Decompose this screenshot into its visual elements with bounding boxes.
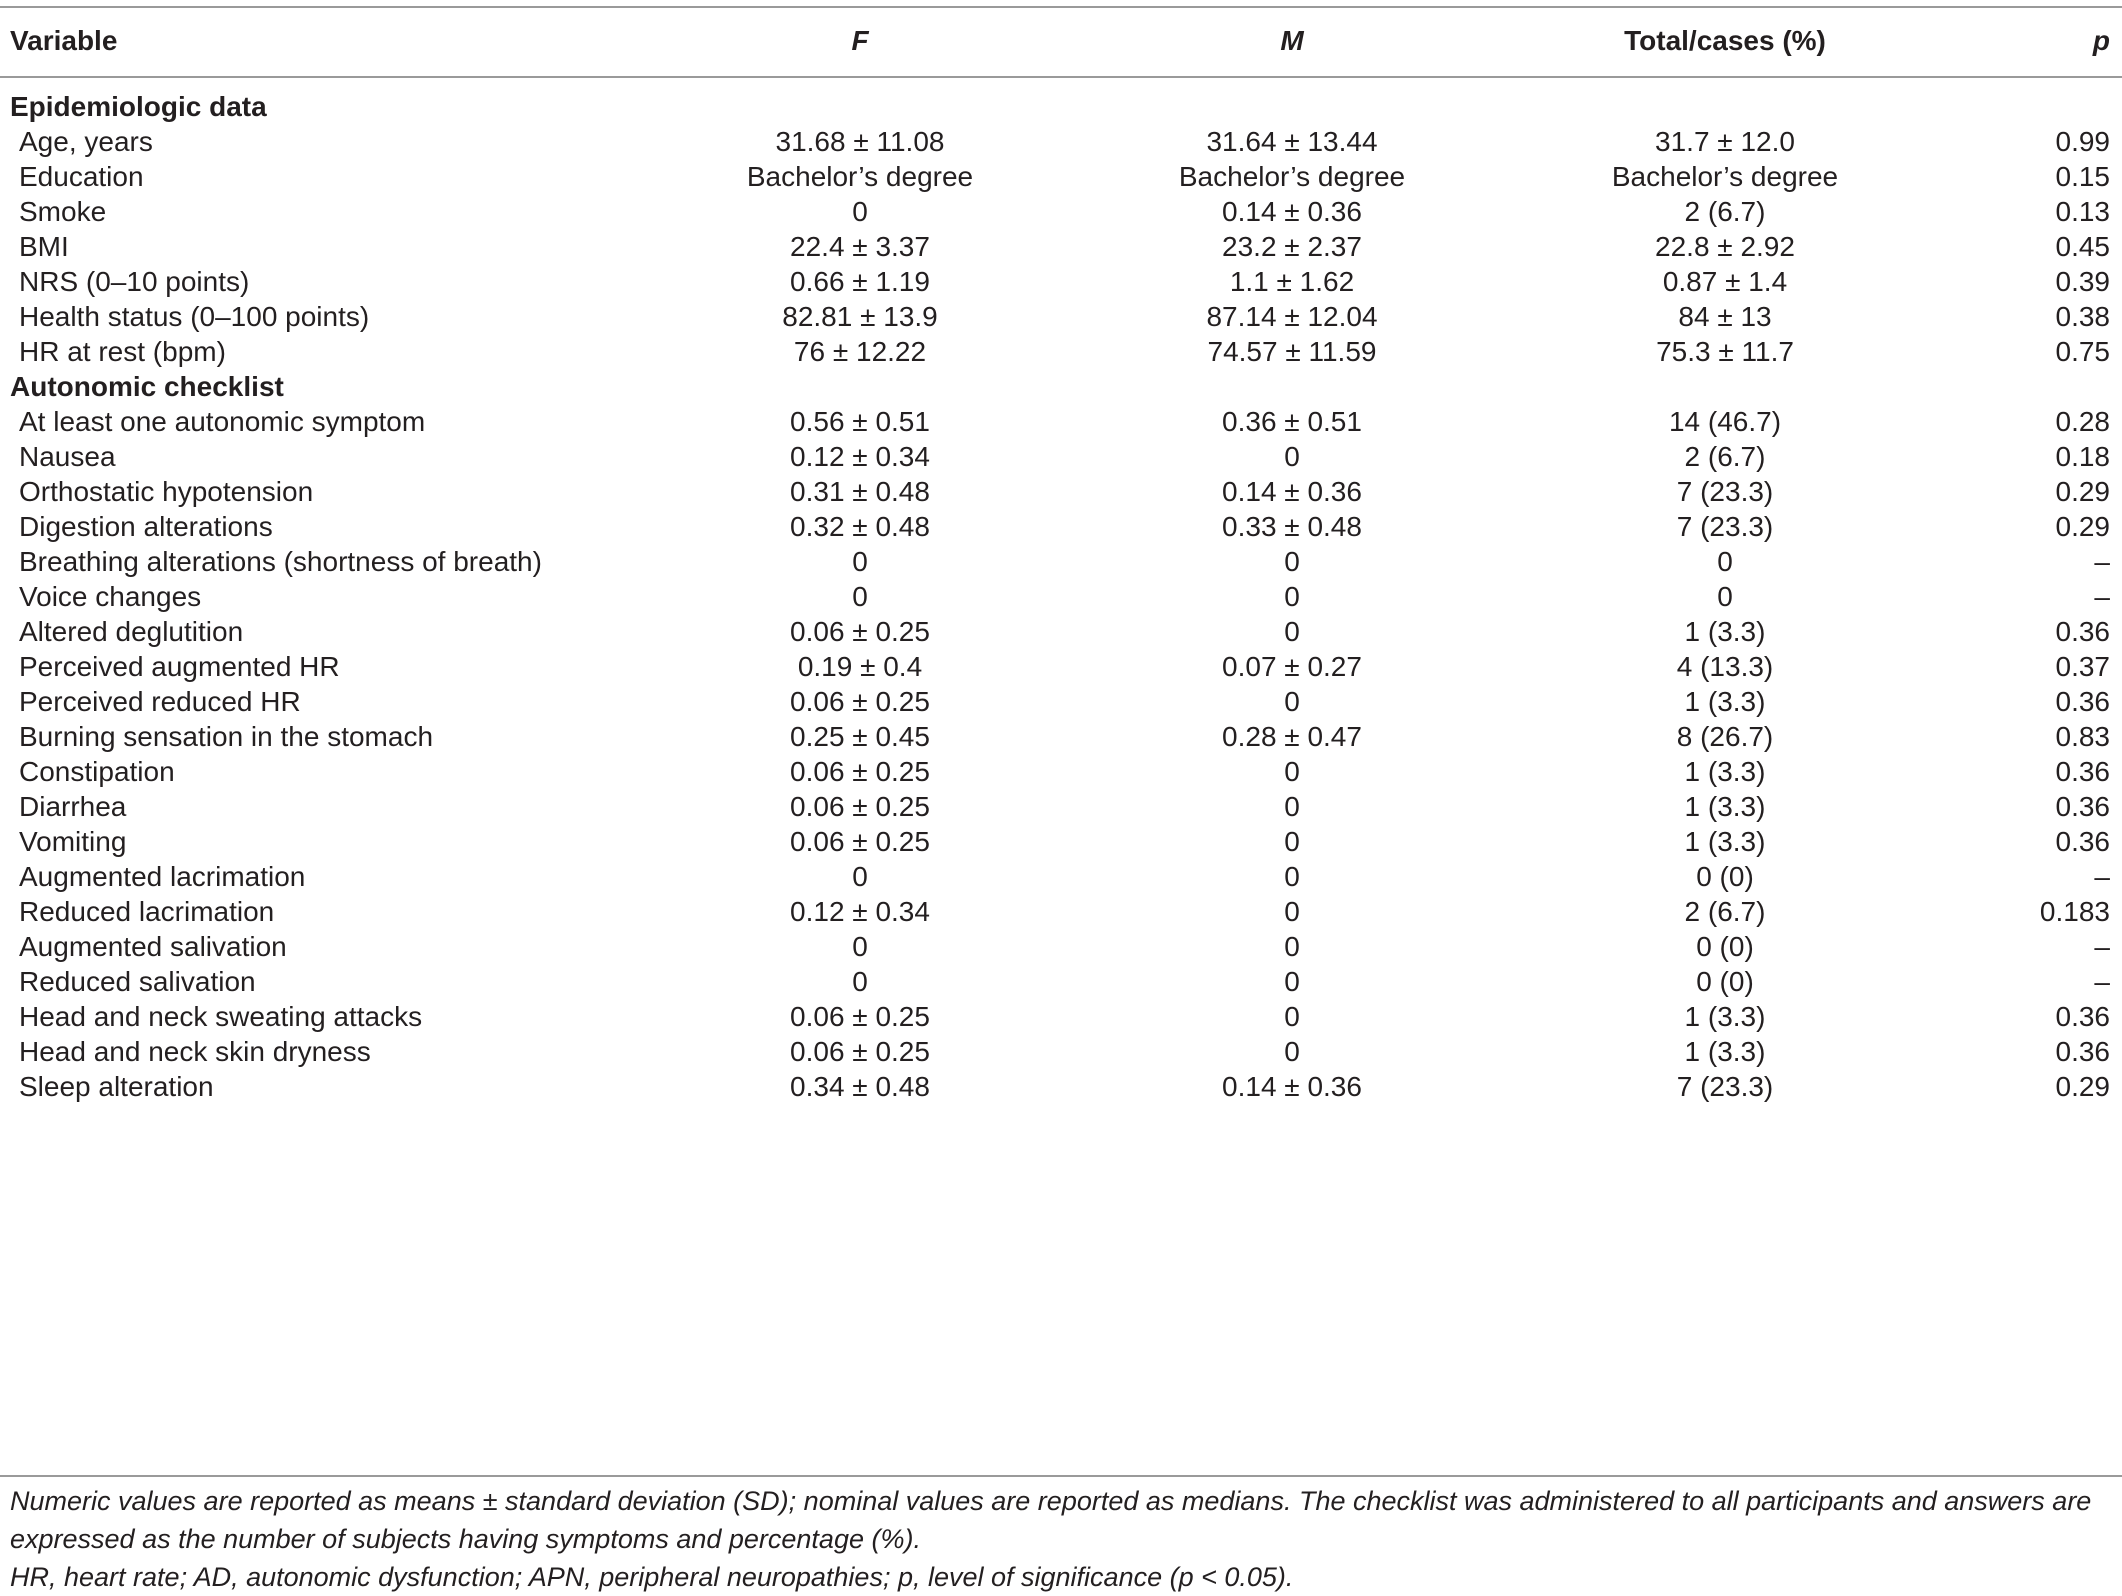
cell-female: 0.06 ± 0.25 — [790, 1035, 930, 1067]
cell-total: 8 (26.7) — [1676, 720, 1774, 752]
footnote-abbreviations: HR, heart rate; AD, autonomic dysfunction; APN, peripheral neuropathies; p, level of significance (p < 0.05). — [10, 1562, 1294, 1592]
cell-p-value: – — [2094, 930, 2110, 962]
cell-total: 1 (3.3) — [1684, 755, 1766, 787]
cell-female: 0.66 ± 1.19 — [790, 265, 930, 297]
cell-total: 0.87 ± 1.4 — [1662, 265, 1788, 297]
cell-variable: HR at rest (bpm) — [19, 335, 226, 367]
cell-p-value: 0.18 — [2055, 440, 2110, 472]
cell-male: Bachelor’s degree — [1178, 160, 1406, 192]
cell-variable: Augmented lacrimation — [19, 860, 306, 892]
cell-male: 0 — [1284, 440, 1300, 472]
cell-variable: Digestion alterations — [19, 510, 273, 542]
cell-total: 2 (6.7) — [1684, 895, 1766, 927]
section-title: Autonomic checklist — [10, 370, 284, 402]
cell-p-value: 0.75 — [2055, 335, 2110, 367]
cell-total: 7 (23.3) — [1676, 1070, 1774, 1102]
cell-male: 0.28 ± 0.47 — [1222, 720, 1362, 752]
cell-total: 0 (0) — [1696, 930, 1754, 962]
cell-total: 0 (0) — [1696, 965, 1754, 997]
cell-total: 4 (13.3) — [1676, 650, 1774, 682]
cell-p-value: 0.13 — [2055, 195, 2110, 227]
cell-male: 0.14 ± 0.36 — [1222, 1070, 1362, 1102]
footnote-means: Numeric values are reported as means ± standard deviation (SD); nominal values are reported as medians. The checklist was administered to all participants and answers are expressed as the number of subjects having symptoms and percentage (%). — [10, 1486, 2092, 1554]
cell-variable: BMI — [19, 230, 69, 262]
cell-female: 31.68 ± 11.08 — [775, 125, 945, 157]
cell-variable: Vomiting — [19, 825, 127, 857]
cell-total: 2 (6.7) — [1684, 195, 1766, 227]
cell-female: 0 — [852, 965, 868, 997]
cell-male: 0 — [1284, 685, 1300, 717]
header-total: Total/cases (%) — [1624, 25, 1826, 56]
cell-p-value: 0.28 — [2055, 405, 2110, 437]
cell-p-value: 0.36 — [2055, 1035, 2110, 1067]
cell-total: 1 (3.3) — [1684, 615, 1766, 647]
cell-total: 0 — [1717, 580, 1733, 612]
cell-p-value: 0.36 — [2055, 825, 2110, 857]
cell-male: 74.57 ± 11.59 — [1207, 335, 1377, 367]
cell-variable: Perceived reduced HR — [19, 685, 301, 717]
cell-p-value: – — [2094, 580, 2110, 612]
cell-female: 0.06 ± 0.25 — [790, 825, 930, 857]
table-header — [0, 6, 2122, 76]
cell-male: 0 — [1284, 1035, 1300, 1067]
cell-male: 1.1 ± 1.62 — [1229, 265, 1355, 297]
cell-variable: At least one autonomic symptom — [19, 405, 426, 437]
cell-variable: Education — [19, 160, 144, 192]
cell-male: 0 — [1284, 580, 1300, 612]
cell-female: 0.34 ± 0.48 — [790, 1070, 930, 1102]
cell-variable: Augmented salivation — [19, 930, 287, 962]
cell-male: 0 — [1284, 895, 1300, 927]
cell-female: 0.06 ± 0.25 — [790, 1000, 930, 1032]
table-bottom-rule — [0, 1475, 2122, 1477]
cell-total: 14 (46.7) — [1668, 405, 1782, 437]
cell-p-value: 0.36 — [2055, 685, 2110, 717]
cell-total: 0 — [1717, 545, 1733, 577]
cell-male: 0.36 ± 0.51 — [1222, 405, 1362, 437]
cell-male: 0 — [1284, 790, 1300, 822]
cell-p-value: 0.45 — [2055, 230, 2110, 262]
cell-p-value: 0.29 — [2055, 475, 2110, 507]
header-female: F — [851, 25, 869, 56]
cell-male: 0 — [1284, 545, 1300, 577]
cell-total: 1 (3.3) — [1684, 1035, 1766, 1067]
cell-female: 0 — [852, 580, 868, 612]
cell-variable: Constipation — [19, 755, 175, 787]
table-header-rule — [0, 76, 2122, 78]
header-variable: Variable — [10, 25, 118, 56]
cell-total: 7 (23.3) — [1676, 475, 1774, 507]
cell-p-value: 0.36 — [2055, 1000, 2110, 1032]
cell-total: 1 (3.3) — [1684, 825, 1766, 857]
cell-male: 23.2 ± 2.37 — [1222, 230, 1362, 262]
cell-total: 31.7 ± 12.0 — [1655, 125, 1795, 157]
cell-male: 0 — [1284, 755, 1300, 787]
cell-p-value: 0.15 — [2055, 160, 2110, 192]
cell-male: 0.14 ± 0.36 — [1222, 195, 1362, 227]
cell-male: 0 — [1284, 965, 1300, 997]
cell-p-value: – — [2094, 860, 2110, 892]
cell-male: 0.14 ± 0.36 — [1222, 475, 1362, 507]
cell-male: 0 — [1284, 860, 1300, 892]
cell-female: 0.12 ± 0.34 — [790, 440, 930, 472]
cell-male: 0.07 ± 0.27 — [1222, 650, 1362, 682]
cell-variable: NRS (0–10 points) — [19, 265, 250, 297]
cell-total: Bachelor’s degree — [1611, 160, 1839, 192]
cell-total: 0 (0) — [1696, 860, 1754, 892]
cell-variable: Burning sensation in the stomach — [19, 720, 434, 752]
cell-female: 0.31 ± 0.48 — [790, 475, 930, 507]
header-p-value: p — [2092, 25, 2110, 56]
header-male: M — [1280, 25, 1304, 56]
cell-p-value: 0.183 — [2039, 895, 2110, 927]
cell-male: 0 — [1284, 825, 1300, 857]
cell-p-value: 0.29 — [2055, 1070, 2110, 1102]
cell-total: 22.8 ± 2.92 — [1655, 230, 1795, 262]
cell-female: 0 — [852, 545, 868, 577]
cell-variable: Sleep alteration — [19, 1070, 214, 1102]
cell-male: 0 — [1284, 1000, 1300, 1032]
cell-p-value: 0.99 — [2055, 125, 2110, 157]
cell-male: 0 — [1284, 615, 1300, 647]
cell-total: 84 ± 13 — [1678, 300, 1772, 332]
cell-female: 82.81 ± 13.9 — [782, 300, 938, 332]
cell-female: 22.4 ± 3.37 — [790, 230, 930, 262]
cell-variable: Breathing alterations (shortness of breath) — [19, 545, 542, 577]
cell-p-value: 0.36 — [2055, 755, 2110, 787]
cell-female: 76 ± 12.22 — [793, 335, 927, 367]
cell-total: 1 (3.3) — [1684, 1000, 1766, 1032]
cell-variable: Reduced lacrimation — [19, 895, 275, 927]
cell-p-value: 0.36 — [2055, 615, 2110, 647]
cell-variable: Age, years — [19, 125, 153, 157]
cell-female: 0.06 ± 0.25 — [790, 615, 930, 647]
section-title: Epidemiologic data — [10, 90, 267, 122]
cell-variable: Orthostatic hypotension — [19, 475, 314, 507]
cell-female: 0.56 ± 0.51 — [790, 405, 930, 437]
cell-variable: Altered deglutition — [19, 615, 244, 647]
cell-p-value: 0.83 — [2055, 720, 2110, 752]
cell-variable: Perceived augmented HR — [19, 650, 340, 682]
cell-p-value: 0.38 — [2055, 300, 2110, 332]
cell-variable: Voice changes — [19, 580, 202, 612]
cell-female: 0 — [852, 930, 868, 962]
cell-p-value: 0.29 — [2055, 510, 2110, 542]
cell-p-value: 0.37 — [2055, 650, 2110, 682]
cell-female: 0 — [852, 195, 868, 227]
cell-p-value: – — [2094, 965, 2110, 997]
cell-total: 1 (3.3) — [1684, 685, 1766, 717]
cell-female: 0 — [852, 860, 868, 892]
cell-male: 0.33 ± 0.48 — [1222, 510, 1362, 542]
cell-total: 7 (23.3) — [1676, 510, 1774, 542]
cell-male: 87.14 ± 12.04 — [1206, 300, 1378, 332]
cell-variable: Head and neck skin dryness — [19, 1035, 371, 1067]
cell-variable: Reduced salivation — [19, 965, 256, 997]
cell-female: 0.06 ± 0.25 — [790, 755, 930, 787]
cell-variable: Head and neck sweating attacks — [19, 1000, 423, 1032]
cell-female: 0.12 ± 0.34 — [790, 895, 930, 927]
cell-variable: Diarrhea — [19, 790, 127, 822]
cell-p-value: – — [2094, 545, 2110, 577]
cell-female: 0.25 ± 0.45 — [790, 720, 930, 752]
cell-variable: Nausea — [19, 440, 116, 472]
cell-p-value: 0.36 — [2055, 790, 2110, 822]
cell-variable: Smoke — [19, 195, 107, 227]
cell-total: 75.3 ± 11.7 — [1656, 335, 1794, 367]
cell-male: 0 — [1284, 930, 1300, 962]
cell-p-value: 0.39 — [2055, 265, 2110, 297]
cell-female: Bachelor’s degree — [746, 160, 974, 192]
cell-female: 0.06 ± 0.25 — [790, 790, 930, 822]
cell-female: 0.06 ± 0.25 — [790, 685, 930, 717]
cell-total: 1 (3.3) — [1684, 790, 1766, 822]
cell-female: 0.19 ± 0.4 — [797, 650, 923, 682]
cell-male: 31.64 ± 13.44 — [1206, 125, 1378, 157]
cell-total: 2 (6.7) — [1684, 440, 1766, 472]
cell-variable: Health status (0–100 points) — [19, 300, 370, 332]
table-row — [0, 1063, 2122, 1110]
cell-female: 0.32 ± 0.48 — [790, 510, 930, 542]
